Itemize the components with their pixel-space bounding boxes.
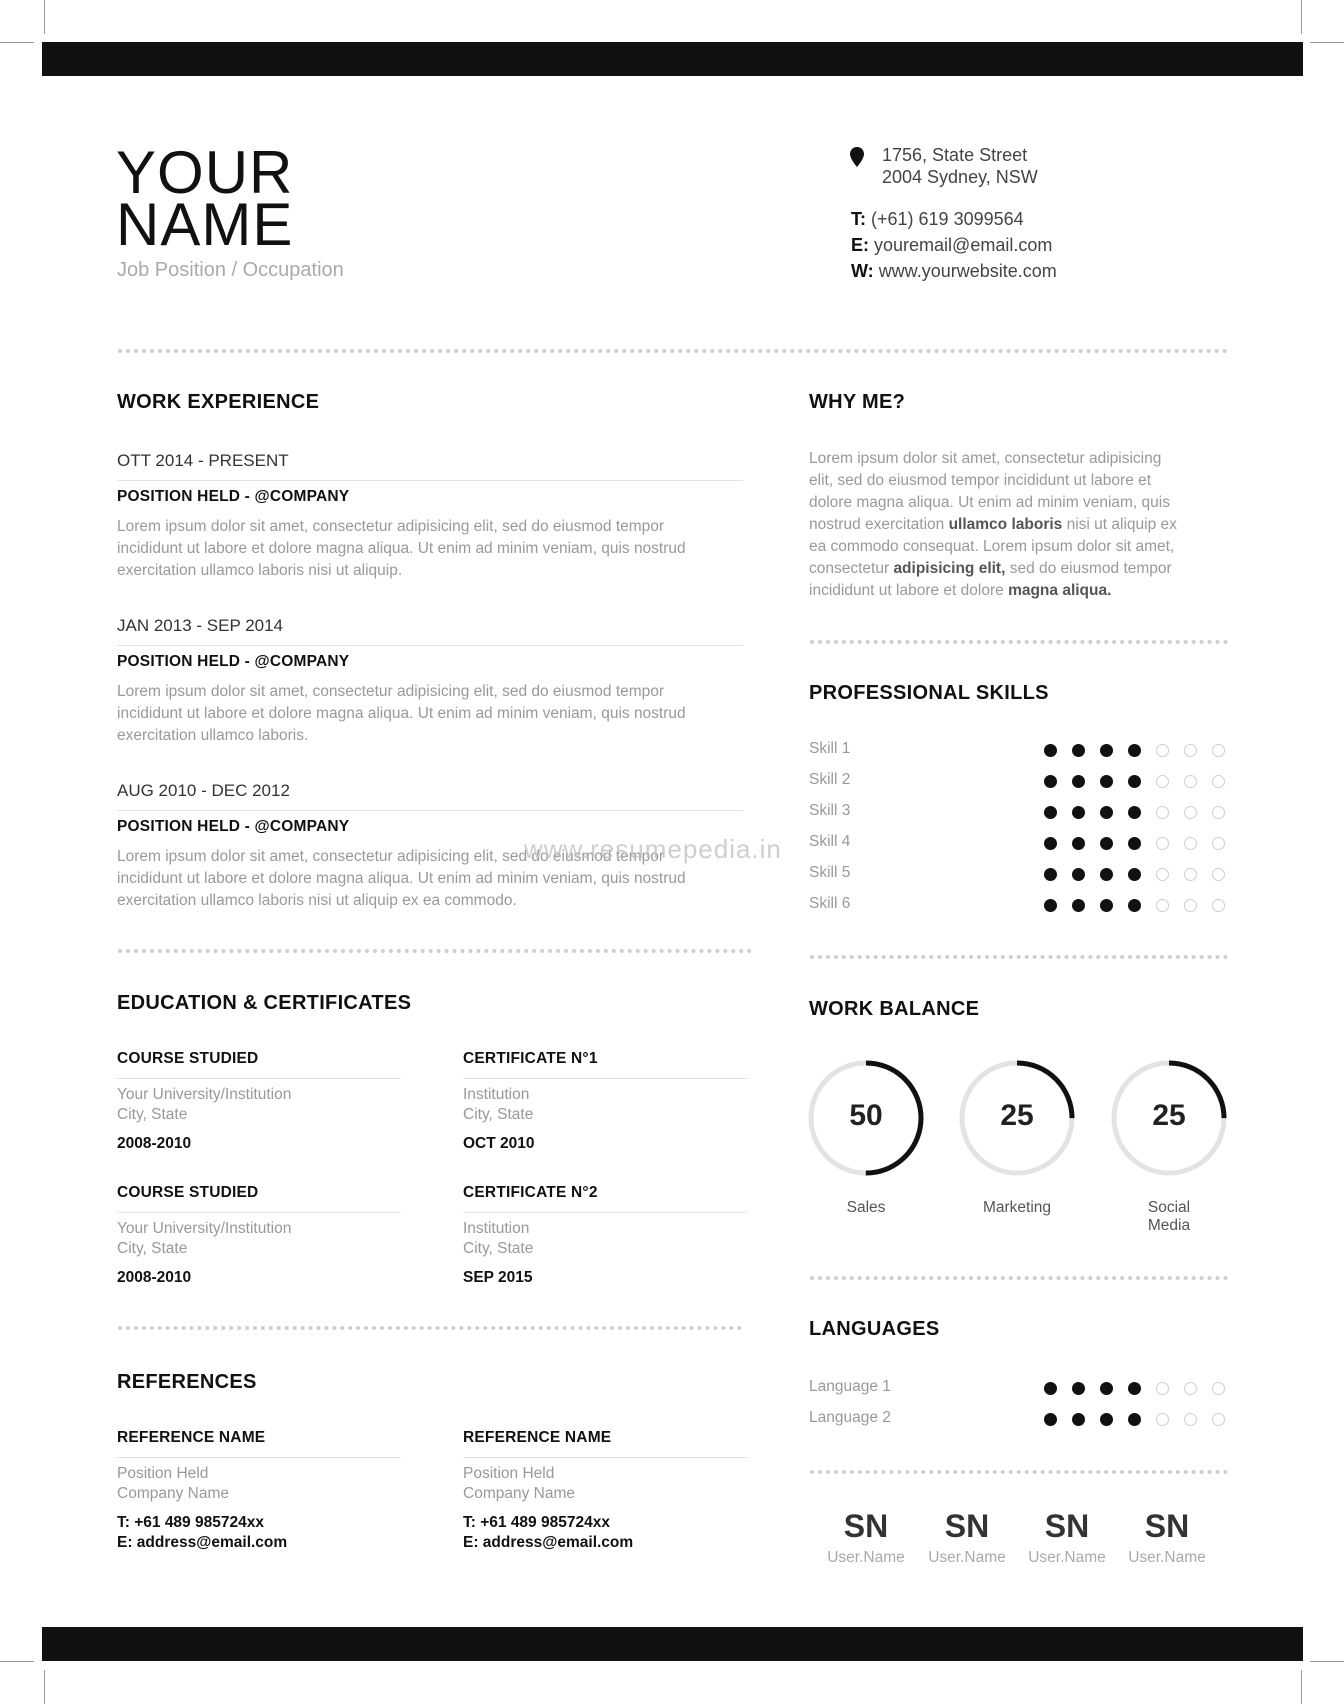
skill-label: Skill 3 <box>809 802 851 819</box>
rating-dot-filled <box>1072 806 1085 819</box>
social-abbr: SN <box>944 1508 990 1544</box>
why-bold-text: magna aliqua. <box>1008 582 1112 599</box>
education-rule <box>117 1078 401 1079</box>
work-balance-title: WORK BALANCE <box>809 998 980 1020</box>
address-line-2: 2004 Sydney, NSW <box>882 167 1038 187</box>
rating-dot-filled <box>1128 744 1141 757</box>
education-rule <box>463 1212 747 1213</box>
crop-mark <box>0 42 34 43</box>
balance-label <box>806 1199 926 1217</box>
education-heading: CERTIFICATE N°2 <box>463 1184 598 1201</box>
rating-dot-filled <box>1128 899 1141 912</box>
top-bar <box>42 42 1303 76</box>
website[interactable]: www.yourwebsite.com <box>878 261 1057 281</box>
rating-dot-filled <box>1100 775 1113 788</box>
job-description <box>117 516 686 582</box>
reference-email[interactable]: E: address@email.com <box>463 1534 634 1551</box>
address-line-1: 1756, State Street <box>882 145 1028 165</box>
language-rating <box>1044 1382 1225 1395</box>
job-position: POSITION HELD - @COMPANY <box>117 488 350 505</box>
why-me-title: WHY ME? <box>809 391 906 413</box>
balance-value: 50 <box>849 1099 883 1132</box>
divider <box>810 955 1228 959</box>
rating-dot-filled <box>1100 806 1113 819</box>
job-description <box>117 681 686 747</box>
rating-dot-empty <box>1156 744 1169 757</box>
balance-value: 25 <box>1000 1099 1034 1132</box>
rating-dot-empty <box>1212 806 1225 819</box>
balance-value: 25 <box>1152 1099 1186 1132</box>
balance-label <box>957 1199 1077 1217</box>
education-details <box>117 1085 291 1125</box>
language-label: Language 1 <box>809 1378 891 1395</box>
rating-dot-filled <box>1072 899 1085 912</box>
rating-dot-empty <box>1184 775 1197 788</box>
skill-label: Skill 4 <box>809 833 851 850</box>
education-entry <box>117 1184 401 1202</box>
reference-position: Position Held <box>117 1465 209 1482</box>
social-username: User.Name <box>1028 1549 1106 1566</box>
email[interactable]: youremail@email.com <box>874 235 1053 255</box>
job-description-line: Lorem ipsum dolor sit amet, consectetur adipisicing elit, sed do eiusmod tempor <box>117 518 665 535</box>
skill-rating <box>1044 775 1225 788</box>
why-line: dolore magna aliqua. Ut enim ad minim veniam, quis <box>809 494 1170 511</box>
reference-entry <box>463 1429 747 1447</box>
social-abbr: SN <box>1044 1508 1090 1544</box>
rating-dot-filled <box>1128 1413 1141 1426</box>
why-line: Lorem ipsum dolor sit amet, consectetur adipisicing <box>809 450 1162 467</box>
reference-email[interactable]: E: address@email.com <box>117 1534 288 1551</box>
education-entry <box>463 1184 747 1202</box>
reference-phone: T: +61 489 985724xx <box>117 1514 264 1531</box>
social-username: User.Name <box>928 1549 1006 1566</box>
social-username: User.Name <box>827 1549 905 1566</box>
rating-dot-filled <box>1100 899 1113 912</box>
rating-dot-empty <box>1212 775 1225 788</box>
rating-dot-empty <box>1184 868 1197 881</box>
rating-dot-empty <box>1156 806 1169 819</box>
social-item[interactable] <box>816 1508 916 1567</box>
education-location: City, State <box>463 1240 534 1257</box>
reference-position: Position Held <box>463 1465 555 1482</box>
job-description-line: Lorem ipsum dolor sit amet, consectetur adipisicing elit, sed do eiusmod tempor <box>117 683 665 700</box>
job-date: JAN 2013 - SEP 2014 <box>117 616 284 635</box>
rating-dot-filled <box>1044 868 1057 881</box>
skill-label: Skill 1 <box>809 740 851 757</box>
location-pin-icon <box>850 147 864 167</box>
skill-label: Skill 2 <box>809 771 851 788</box>
reference-company: Company Name <box>463 1485 575 1502</box>
crop-mark <box>1310 1661 1344 1662</box>
rating-dot-filled <box>1128 1382 1141 1395</box>
rating-dot-filled <box>1128 806 1141 819</box>
rating-dot-empty <box>1212 899 1225 912</box>
education-heading: CERTIFICATE N°1 <box>463 1050 598 1067</box>
education-rule <box>117 1212 401 1213</box>
rating-dot-empty <box>1156 899 1169 912</box>
balance-label-line: Sales <box>846 1199 886 1216</box>
rating-dot-filled <box>1072 1413 1085 1426</box>
rating-dot-empty <box>1184 899 1197 912</box>
education-title: EDUCATION & CERTIFICATES <box>117 992 412 1014</box>
education-rule <box>463 1078 747 1079</box>
crop-mark <box>1310 42 1344 43</box>
social-username: User.Name <box>1128 1549 1206 1566</box>
professional-skills-title: PROFESSIONAL SKILLS <box>809 682 1049 704</box>
education-location: City, State <box>117 1106 188 1123</box>
rating-dot-empty <box>1156 1382 1169 1395</box>
contact-block <box>851 206 1057 284</box>
job-description-line: exercitation ullamco laboris nisi ut aliquip ex ea commodo. <box>117 892 517 909</box>
reference-entry <box>117 1429 401 1447</box>
rating-dot-filled <box>1100 868 1113 881</box>
skill-label: Skill 5 <box>809 864 851 881</box>
rating-dot-empty <box>1184 744 1197 757</box>
rating-dot-empty <box>1156 1413 1169 1426</box>
education-heading: COURSE STUDIED <box>117 1184 259 1201</box>
education-entry <box>463 1050 747 1068</box>
balance-label <box>1109 1199 1229 1235</box>
skill-label: Skill 6 <box>809 895 851 912</box>
rating-dot-filled <box>1044 837 1057 850</box>
languages-title: LANGUAGES <box>809 1318 940 1340</box>
social-abbr: SN <box>843 1508 889 1544</box>
education-year: SEP 2015 <box>463 1269 533 1286</box>
rating-dot-empty <box>1212 1382 1225 1395</box>
education-institution: Institution <box>463 1086 530 1103</box>
phone-label: T: <box>851 209 866 229</box>
education-year: OCT 2010 <box>463 1135 535 1152</box>
rating-dot-empty <box>1212 868 1225 881</box>
rating-dot-empty <box>1184 1382 1197 1395</box>
reference-name: REFERENCE NAME <box>117 1429 266 1446</box>
why-bold-text: adipisicing elit, <box>893 560 1006 577</box>
education-year: 2008-2010 <box>117 1269 192 1286</box>
job-description-line: Lorem ipsum dolor sit amet, consectetur adipisicing elit, sed do eiusmod tempor <box>117 848 665 865</box>
why-line-part: consectetur <box>809 560 894 577</box>
why-line-part: incididunt ut labore et dolore <box>809 582 1009 599</box>
crop-mark <box>0 1661 34 1662</box>
rating-dot-filled <box>1072 775 1085 788</box>
name-line-1: YOUR <box>116 139 294 206</box>
job-description-line: incididunt ut labore et dolore magna aliqua. Ut enim ad minim veniam, quis nostrud <box>117 705 686 722</box>
rating-dot-empty <box>1212 1413 1225 1426</box>
job-description-line: exercitation ullamco laboris nisi ut aliquip. <box>117 562 403 579</box>
education-institution: Your University/Institution <box>117 1086 292 1103</box>
language-label: Language 2 <box>809 1409 891 1426</box>
work-experience-title: WORK EXPERIENCE <box>117 391 320 413</box>
education-heading: COURSE STUDIED <box>117 1050 259 1067</box>
why-line: ea commodo consequat. Lorem ipsum dolor sit amet, <box>809 538 1175 555</box>
bottom-bar <box>42 1627 1303 1661</box>
job-description-line: exercitation ullamco laboris. <box>117 727 309 744</box>
reference-rule <box>463 1457 747 1458</box>
rating-dot-filled <box>1100 1413 1113 1426</box>
divider <box>810 640 1228 644</box>
occupation: Job Position / Occupation <box>117 259 344 281</box>
why-line-part: sed do eiusmod tempor <box>1005 560 1172 577</box>
reference-details <box>463 1464 575 1504</box>
rating-dot-filled <box>1100 744 1113 757</box>
divider <box>118 349 1228 353</box>
why-line-part: nostrud exercitation <box>809 516 949 533</box>
job-description-line: incididunt ut labore et dolore magna aliqua. Ut enim ad minim veniam, quis nostrud <box>117 540 686 557</box>
crop-mark <box>44 1670 45 1704</box>
email-label: E: <box>851 235 869 255</box>
why-line <box>809 558 1177 580</box>
rating-dot-filled <box>1044 806 1057 819</box>
skill-rating <box>1044 868 1225 881</box>
rating-dot-empty <box>1184 1413 1197 1426</box>
reference-company: Company Name <box>117 1485 229 1502</box>
rating-dot-empty <box>1156 868 1169 881</box>
education-location: City, State <box>117 1240 188 1257</box>
rating-dot-filled <box>1044 775 1057 788</box>
why-me-text <box>809 448 1177 602</box>
balance-label-line: Marketing <box>982 1199 1052 1216</box>
balance-label-line: Media <box>1147 1217 1191 1234</box>
rating-dot-filled <box>1044 1382 1057 1395</box>
rating-dot-filled <box>1100 1382 1113 1395</box>
crop-mark <box>1301 1670 1302 1704</box>
phone: (+61) 619 3099564 <box>871 209 1024 229</box>
rating-dot-empty <box>1212 744 1225 757</box>
reference-name: REFERENCE NAME <box>463 1429 612 1446</box>
divider <box>810 1276 1228 1280</box>
references-title: REFERENCES <box>117 1371 257 1393</box>
rating-dot-filled <box>1100 837 1113 850</box>
job-entry <box>117 451 743 471</box>
why-bold-text: ullamco laboris <box>948 516 1063 533</box>
rating-dot-filled <box>1072 1382 1085 1395</box>
address <box>882 144 1038 188</box>
rating-dot-empty <box>1184 837 1197 850</box>
why-line <box>809 514 1177 536</box>
divider <box>118 1326 742 1330</box>
education-details <box>117 1219 291 1259</box>
job-rule <box>117 480 743 481</box>
web-label: W: <box>851 261 874 281</box>
divider <box>118 949 752 953</box>
rating-dot-filled <box>1044 1413 1057 1426</box>
education-details <box>463 1219 533 1259</box>
education-year: 2008-2010 <box>117 1135 192 1152</box>
rating-dot-filled <box>1044 899 1057 912</box>
job-date: AUG 2010 - DEC 2012 <box>117 781 290 800</box>
social-item[interactable] <box>917 1508 1017 1567</box>
job-date: OTT 2014 - PRESENT <box>117 451 289 470</box>
job-rule <box>117 645 743 646</box>
rating-dot-filled <box>1072 868 1085 881</box>
name-line-2: NAME <box>116 191 294 258</box>
rating-dot-filled <box>1128 837 1141 850</box>
social-item[interactable] <box>1017 1508 1117 1567</box>
rating-dot-empty <box>1156 837 1169 850</box>
reference-contact <box>117 1513 287 1553</box>
education-location: City, State <box>463 1106 534 1123</box>
why-line-part: nisi ut aliquip ex <box>1062 516 1177 533</box>
rating-dot-empty <box>1212 837 1225 850</box>
job-entry <box>117 781 743 801</box>
social-abbr: SN <box>1144 1508 1190 1544</box>
reference-phone: T: +61 489 985724xx <box>463 1514 610 1531</box>
crop-mark <box>1301 0 1302 34</box>
rating-dot-empty <box>1184 806 1197 819</box>
job-entry <box>117 616 743 636</box>
job-description-line: incididunt ut labore et dolore magna aliqua. Ut enim ad minim veniam, quis nostrud <box>117 870 686 887</box>
rating-dot-filled <box>1128 868 1141 881</box>
divider <box>810 1470 1228 1474</box>
education-institution: Your University/Institution <box>117 1220 292 1237</box>
skill-rating <box>1044 744 1225 757</box>
watermark: www.resumepedia.in <box>524 834 782 864</box>
skill-rating <box>1044 899 1225 912</box>
crop-mark <box>44 0 45 34</box>
balance-label-line: Social <box>1147 1199 1191 1216</box>
social-item[interactable] <box>1117 1508 1217 1567</box>
rating-dot-filled <box>1128 775 1141 788</box>
education-details <box>463 1085 533 1125</box>
why-line: elit, sed do eiusmod tempor incididunt ut labore et <box>809 472 1152 489</box>
job-position: POSITION HELD - @COMPANY <box>117 818 350 835</box>
reference-contact <box>463 1513 633 1553</box>
rating-dot-filled <box>1072 744 1085 757</box>
reference-details <box>117 1464 229 1504</box>
skill-rating <box>1044 837 1225 850</box>
rating-dot-filled <box>1044 744 1057 757</box>
job-rule <box>117 810 743 811</box>
job-position: POSITION HELD - @COMPANY <box>117 653 350 670</box>
rating-dot-empty <box>1156 775 1169 788</box>
rating-dot-filled <box>1072 837 1085 850</box>
education-institution: Institution <box>463 1220 530 1237</box>
education-entry <box>117 1050 401 1068</box>
skill-rating <box>1044 806 1225 819</box>
why-line <box>809 580 1177 602</box>
reference-rule <box>117 1457 401 1458</box>
language-rating <box>1044 1413 1225 1426</box>
